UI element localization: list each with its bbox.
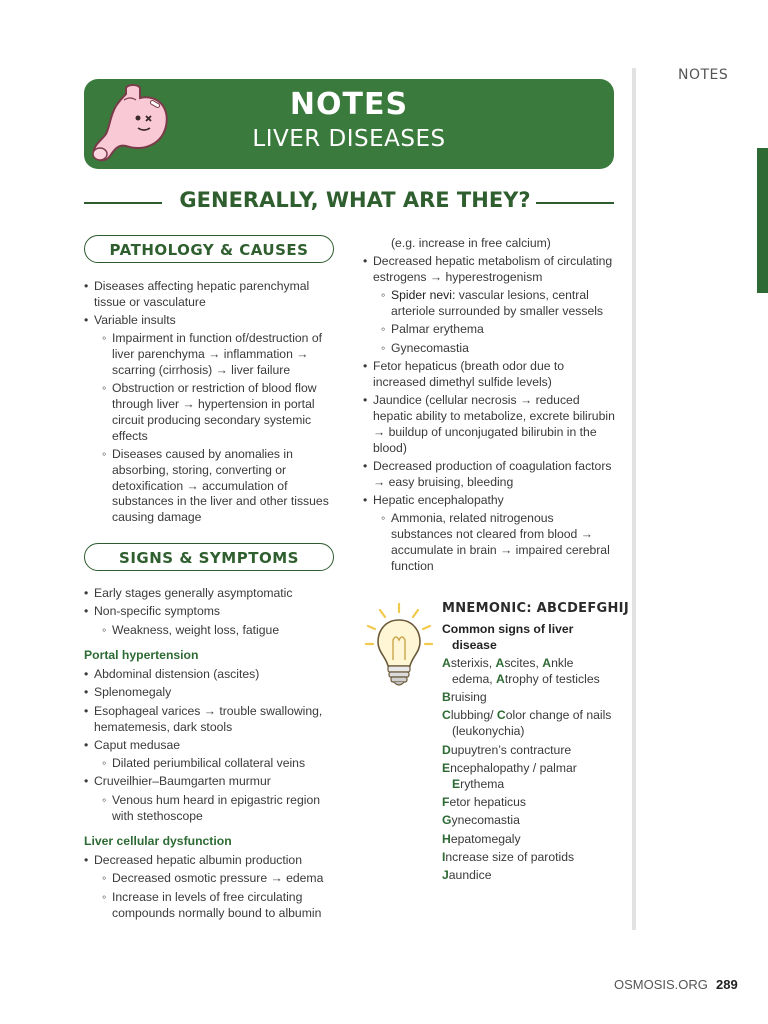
mnemonic-text: lubbing/	[450, 708, 497, 723]
list-item: • Diseases affecting hepatic parenchymal tissue or vasculature	[84, 279, 336, 311]
list-item: ◦ Impairment in function of/destruction of liver parenchyma → inflammation → scarring (cirrhosis) → liver failure	[84, 331, 336, 378]
list-item: ◦ Dilated periumbilical collateral veins	[84, 756, 336, 772]
definition: vascular lesions, central arteriole surrounded by smaller vessels	[391, 288, 604, 319]
mnemonic-text: nkle	[551, 656, 574, 671]
mnemonic-box	[442, 601, 632, 886]
mnemonic-item-i	[442, 850, 632, 866]
mnemonic-text: olor change of nails	[505, 708, 612, 723]
mnemonic-item-a	[442, 656, 632, 688]
mnemonic-text: aundice	[448, 868, 492, 883]
pathology-list	[84, 279, 336, 528]
list-item: ◦ Palmar erythema	[363, 322, 617, 338]
list-item: ◦ Weakness, weight loss, fatigue	[84, 623, 336, 639]
mnemonic-letter: G	[442, 813, 452, 828]
list-item: • Fetor hepaticus (breath odor due to increased dimethyl sulfide levels)	[363, 359, 617, 391]
list-item: ◦ Obstruction or restriction of blood flow through liver → hypertension in portal circuit producing secondary systemic effects	[84, 381, 336, 444]
list-item: • Decreased hepatic albumin production	[84, 853, 336, 869]
mnemonic-subtitle-line: disease	[452, 637, 497, 652]
list-item: • Caput medusae	[84, 738, 336, 754]
right-column-list	[363, 236, 617, 577]
list-item: • Variable insults	[84, 313, 336, 329]
liver-dysfunction-heading: Liver cellular dysfunction	[84, 834, 232, 849]
list-item: • Early stages generally asymptomatic	[84, 586, 336, 602]
mnemonic-letter: J	[442, 868, 449, 883]
mnemonic-letter: B	[442, 690, 451, 705]
list-item: (e.g. increase in free calcium)	[391, 236, 551, 250]
mnemonic-item-e	[442, 761, 632, 793]
mnemonic-subtitle	[442, 622, 632, 654]
list-item: • Decreased production of coagulation factors → easy bruising, bleeding	[363, 459, 617, 491]
signs-heading: SIGNS & SYMPTOMS	[84, 543, 334, 571]
list-item	[363, 288, 617, 320]
mnemonic-item-h	[442, 832, 632, 848]
list-item: • Esophageal varices → trouble swallowing, hematemesis, dark stools	[84, 704, 336, 736]
banner-subtitle: LIVER DISEASES	[252, 126, 446, 152]
term: Spider nevi:	[391, 288, 456, 303]
signs-list	[84, 586, 336, 924]
mnemonic-letter: C	[442, 708, 451, 723]
mnemonic-letter: A	[542, 656, 552, 671]
mnemonic-text: ncrease size of parotids	[445, 849, 575, 864]
footer-site[interactable]: OSMOSIS.ORG	[614, 977, 708, 992]
mnemonic-text: ncephalopathy / palmar	[450, 760, 577, 775]
mnemonic-text: epatomegaly	[450, 831, 521, 846]
section-rule-left	[84, 202, 162, 204]
mnemonic-subtitle-line: Common signs of liver	[442, 622, 574, 636]
list-item: • Jaundice (cellular necrosis → reduced hepatic ability to metabolize, excrete bilirubin → buildup of unconjugated bilirubin in the blood)	[363, 393, 617, 456]
mnemonic-text: rythema	[460, 776, 505, 791]
mnemonic-title: MNEMONIC: ABCDEFGHIJ	[442, 601, 629, 616]
list-item: • Cruveilhier–Baumgarten murmur	[84, 774, 336, 790]
sidebar-divider	[632, 68, 636, 930]
mnemonic-text: edema,	[452, 671, 497, 686]
mnemonic-letter: C	[496, 708, 506, 723]
mnemonic-letter: I	[442, 849, 446, 864]
list-item: ◦ Gynecomastia	[363, 341, 617, 357]
mnemonic-item-b	[442, 690, 632, 706]
list-item: • Abdominal distension (ascites)	[84, 667, 336, 683]
mnemonic-item-f	[442, 795, 632, 811]
mnemonic-letter: A	[496, 671, 505, 686]
sidebar-notes-label: NOTES	[678, 67, 729, 83]
mnemonic-text: scites,	[504, 656, 543, 671]
mnemonic-letter: A	[442, 656, 451, 671]
lightbulb-icon	[360, 600, 438, 692]
banner-title: NOTES	[289, 87, 409, 122]
mnemonic-letter: A	[495, 656, 505, 671]
mnemonic-letter: H	[442, 831, 451, 846]
mnemonic-letter: E	[442, 760, 451, 775]
mnemonic-text: etor hepaticus	[449, 794, 527, 809]
mnemonic-text: sterixis,	[450, 656, 496, 671]
chapter-tab	[757, 148, 768, 293]
mnemonic-letter: D	[442, 742, 451, 757]
list-item: ◦ Diseases caused by anomalies in absorbing, storing, converting or detoxification → accumulation of substances in the liver and other tissues causing damage	[84, 447, 336, 526]
mnemonic-letter: F	[442, 794, 450, 809]
list-item: ◦ Decreased osmotic pressure → edema	[84, 871, 336, 887]
mnemonic-item-c	[442, 708, 632, 740]
mnemonic-item-d	[442, 743, 632, 759]
page-number: 289	[716, 977, 738, 992]
mnemonic-letter: E	[452, 776, 461, 791]
mnemonic-text: trophy of testicles	[504, 671, 600, 686]
mnemonic-text: upuytren’s contracture	[450, 742, 572, 757]
list-item: • Splenomegaly	[84, 685, 336, 701]
list-item: ◦ Venous hum heard in epigastric region with stethoscope	[84, 793, 336, 825]
pathology-heading: PATHOLOGY & CAUSES	[84, 235, 334, 263]
mnemonic-text: (leukonychia)	[452, 724, 525, 739]
list-item: • Decreased hepatic metabolism of circulating estrogens → hyperestrogenism	[363, 254, 617, 286]
mnemonic-item-j	[442, 868, 632, 884]
mnemonic-text: ruising	[450, 690, 487, 705]
list-item: • Non-specific symptoms	[84, 604, 336, 620]
portal-hypertension-heading: Portal hypertension	[84, 648, 199, 663]
mnemonic-item-g	[442, 813, 632, 829]
section-heading: GENERALLY, WHAT ARE THEY?	[179, 188, 531, 212]
list-item: ◦ Ammonia, related nitrogenous substances not cleared from blood → accumulate in brain → impaired cerebral function	[363, 511, 617, 574]
list-item: • Hepatic encephalopathy	[363, 493, 617, 509]
mnemonic-text: ynecomastia	[451, 813, 520, 828]
list-item: ◦ Increase in levels of free circulating compounds normally bound to albumin	[84, 890, 336, 922]
